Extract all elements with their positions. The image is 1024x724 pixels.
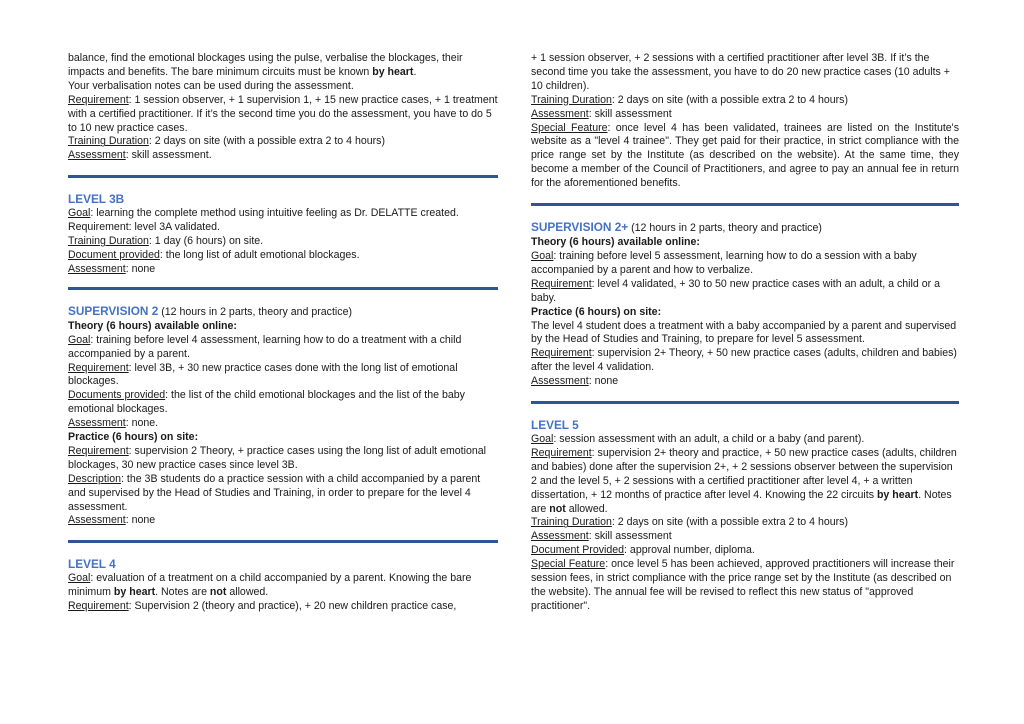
section-title: SUPERVISION 2 (12 hours in 2 parts, theory and practice) xyxy=(68,303,352,318)
section-divider xyxy=(531,401,959,404)
right-column xyxy=(531,52,959,614)
level4-continuation: + 1 session observer, + 2 sessions with a certified practitioner after level 3B. If it’s the second time you take the assessment, you have to do 20 new practice cases (10 adults + 10 children). Training Duration: 2 days on site (with a possible extra 2 to 4 hours) Assessment: skill assessment Special Feature: once level 4 has been validated, trainees are listed on the Institute's website as a "level 4 trainee". They get paid for their practice, in strict compliance with the price range set by the Institute (as described on the website). At the same time, they become a member of the Council of Practitioners, and agree to pay an annual fee in return for the aforementioned benefits. xyxy=(531,52,959,190)
section-divider xyxy=(68,540,498,543)
section-divider xyxy=(531,203,959,206)
section-divider xyxy=(68,175,498,178)
level4-section: LEVEL 4 Goal: evaluation of a treatment on a child accompanied by a parent. Knowing the bare minimum by heart. Notes are not allowed. Requirement: Supervision 2 (theory and practice), + 20 new children practice case, xyxy=(68,557,498,614)
section-title: LEVEL 4 xyxy=(68,557,116,572)
section-title: SUPERVISION 2+ (12 hours in 2 parts, theory and practice) xyxy=(531,220,822,235)
level3b-section: LEVEL 3B Goal: learning the complete method using intuitive feeling as Dr. DELATTE created. Requirement: level 3A validated. Training Duration: 1 day (6 hours) on site. Document provided: the long list of adult emotional blockages. Assessment: none xyxy=(68,192,498,277)
level3a-continuation: balance, find the emotional blockages using the pulse, verbalise the blockages, their impacts and benefits. The bare minimum circuits must be known by heart. Your verbalisation notes can be used during the assessment. Requirement: 1 session observer, + 1 supervision 1, + 15 new practice cases, + 1 treatment with a certified practitioner. If it’s the second time you do the assessment, you have to do 5 to 10 new practice cases. Training Duration: 2 days on site (with a possible extra 2 to 4 hours) Assessment: skill assessment. xyxy=(68,52,498,162)
supervision2-section: SUPERVISION 2 (12 hours in 2 parts, theory and practice) Theory (6 hours) available online: Goal: training before level 4 assessment, learning how to do a treatment with a child accompanied by a parent. Requirement: level 3B, + 30 new practice cases done with the long list of emotional blockages. Documents provided: the list of the child emotional blockages and the list of the baby emotional blockages. Assessment: none. Practice (6 hours) on site: Requirement: supervision 2 Theory, + practice cases using the long list of adult emotional blockages, 30 new practice cases since level 3B. Description: the 3B students do a practice session with a child accompanied by a parent and supervised by the Head of Studies and Training, in order to prepare for the level 4 assessment. Assessment: none xyxy=(68,304,498,529)
left-column xyxy=(68,52,498,614)
section-title: LEVEL 3B xyxy=(68,192,125,207)
supervision2plus-section: SUPERVISION 2+ (12 hours in 2 parts, theory and practice) Theory (6 hours) available online: Goal: training before level 5 assessment, learning how to do a session with a baby accompanied by a parent and how to verbalize. Requirement: level 4 validated, + 30 to 50 new practice cases with an adult, a child or a baby. Practice (6 hours) on site: The level 4 student does a treatment with a baby accompanied by a parent and supervised by the Head of Studies and Training, to prepare for level 5 assessment. Requirement: supervision 2+ Theory, + 50 new practice cases (adults, children and babies) after the level 4 validation. Assessment: none xyxy=(531,220,959,389)
section-divider xyxy=(68,287,498,290)
section-title: LEVEL 5 xyxy=(531,418,579,433)
level5-section: LEVEL 5 Goal: session assessment with an adult, a child or a baby (and parent). Requirement: supervision 2+ theory and practice, + 50 new practice cases (adults, children and babies) done after the supervision 2+, + 2 sessions observer between the supervision 2 and the level 5, + 2 sessions with a certified practitioner after level 4, + a written dissertation, + 12 months of practice after level 4. Knowing the 22 circuits by heart. Notes are not allowed. Training Duration: 2 days on site (with a possible extra 2 to 4 hours) Assessment: skill assessment Document Provided: approval number, diploma. Special Feature: once level 5 has been achieved, approved practitioners will increase their session fees, in strict compliance with the price range set by the Institute (as described on the website). The annual fee will be revised to reflect this new status of "approved practitioner". xyxy=(531,418,959,614)
